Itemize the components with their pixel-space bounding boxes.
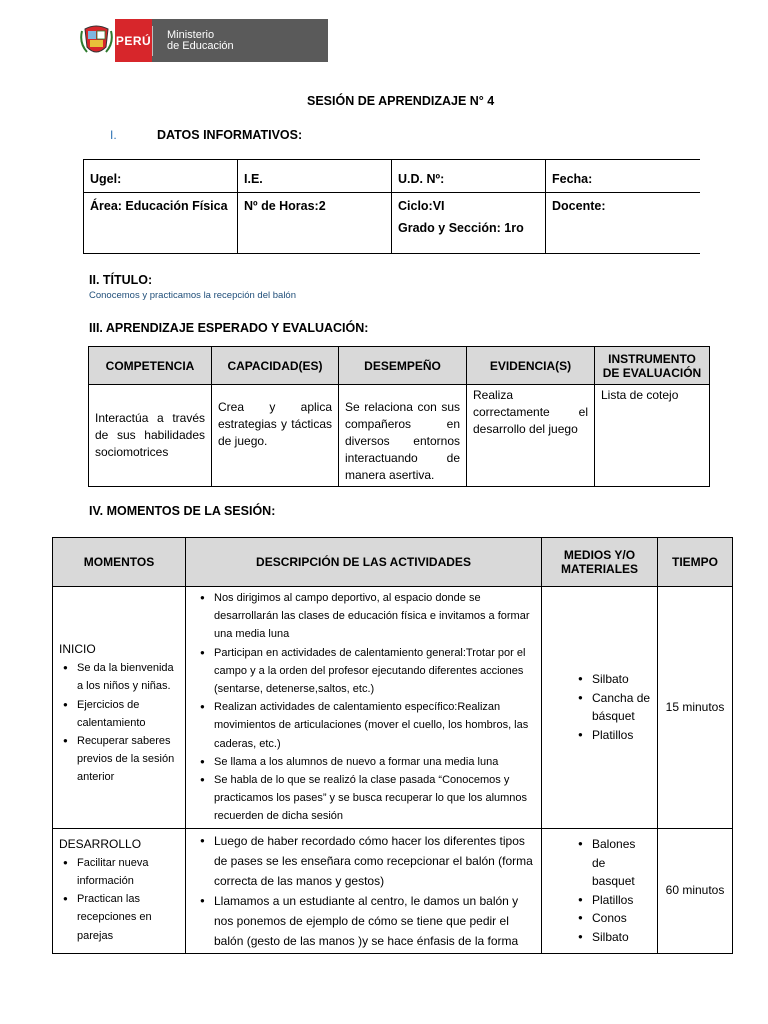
info-fecha: Fecha:	[546, 160, 701, 193]
header-momentos: MOMENTOS	[53, 538, 186, 587]
info-horas: Nº de Horas:2	[238, 193, 392, 254]
evidencia-value: Realiza correctamente el desarrollo del juego	[467, 385, 595, 487]
moment-name: INICIO	[59, 642, 96, 656]
table-row	[53, 828, 733, 953]
moment-inicio	[53, 587, 186, 829]
list-item: ● Balones de basquet	[592, 835, 651, 891]
moment-desarrollo	[53, 828, 186, 953]
header-instrumento: INSTRUMENTO DE EVALUACIÓN	[595, 347, 710, 385]
header-tiempo: TIEMPO	[658, 538, 733, 587]
list-item: ● Recuperar saberes previos de la sesión anterior	[77, 732, 179, 787]
time-desarrollo: 60 minutos	[658, 828, 733, 953]
list-item: ● Nos dirigimos al campo deportivo, al espacio donde se desarrollarán las clases de educación física e invitamos a formar una media luna	[214, 589, 535, 644]
document-title: SESIÓN DE APRENDIZAJE N° 4	[307, 94, 495, 108]
section4-heading: IV. MOMENTOS DE LA SESIÓN:	[89, 504, 276, 518]
list-item: ● Se da la bienvenida a los niños y niñas.	[77, 659, 179, 695]
section1-number: I.	[110, 128, 117, 142]
desempeno-value: Se relaciona con sus compañeros en diversos entornos interactuando de manera asertiva.	[339, 385, 467, 487]
peru-flag-block: PERÚ	[115, 19, 152, 62]
list-item: ● Cancha de básquet	[592, 689, 651, 726]
activities-desarrollo	[186, 828, 542, 953]
list-item: ● Se llama a los alumnos de nuevo a formar una media luna	[214, 753, 535, 771]
list-item: ● Conos	[592, 909, 651, 928]
section3-heading: III. APRENDIZAJE ESPERADO Y EVALUACIÓN:	[89, 321, 369, 335]
section1-heading: DATOS INFORMATIVOS:	[157, 128, 303, 142]
learning-table	[88, 346, 710, 487]
list-item: ● Luego de haber recordado cómo hacer los diferentes tipos de pases se les enseñara como recepcionar el balón (forma correcta de las manos y gestos)	[214, 831, 535, 891]
info-docente: Docente:	[546, 193, 701, 254]
header-descripcion: DESCRIPCIÓN DE LAS ACTIVIDADES	[186, 538, 542, 587]
header-competencia: COMPETENCIA	[89, 347, 212, 385]
header-materiales: MEDIOS Y/O MATERIALES	[542, 538, 658, 587]
materials-desarrollo	[542, 828, 658, 953]
capacidad-value: Crea y aplica estrategias y tácticas de juego.	[212, 385, 339, 487]
info-grado: Grado y Sección: 1ro	[398, 221, 524, 235]
ministry-line1: Ministerio	[167, 28, 215, 41]
list-item: ● Silbato	[592, 928, 651, 947]
moments-table	[52, 537, 733, 954]
header-evidencia: EVIDENCIA(S)	[467, 347, 595, 385]
materials-inicio	[542, 587, 658, 829]
list-item: ● Se habla de lo que se realizó la clase pasada “Conocemos y practicamos los pases” y se busca recuperar lo que los alumnos recuerden de dicha sesión	[214, 771, 535, 826]
info-ud: U.D. Nº:	[392, 160, 546, 193]
ministry-line2: de Educación	[167, 39, 234, 52]
list-item: ● Llamamos a un estudiante al centro, le damos un balón y nos ponemos de ejemplo de cómo se tiene que pedir el balón (gesto de las manos )y se hace énfasis de la forma	[214, 891, 535, 951]
info-area: Área: Educación Física	[84, 193, 238, 254]
ministry-logo	[78, 19, 328, 62]
list-item: ● Ejercicios de calentamiento	[77, 696, 179, 732]
instrumento-value: Lista de cotejo	[595, 385, 710, 487]
info-ciclo: Ciclo:VI	[398, 199, 445, 213]
info-ciclo-cell	[392, 193, 546, 254]
header-desempeno: DESEMPEÑO	[339, 347, 467, 385]
moment-name: DESARROLLO	[59, 836, 142, 851]
info-ugel: Ugel:	[84, 160, 238, 193]
coat-of-arms-icon	[78, 19, 115, 62]
list-item: ● Realizan actividades de calentamiento específico:Realizan movimientos de articulaciones (mover el cuello, los hombros, las caderas, etc.)	[214, 698, 535, 753]
list-item: ● Platillos	[592, 726, 651, 745]
ministry-name	[153, 19, 328, 62]
time-inicio: 15 minutos	[658, 587, 733, 829]
info-ie: I.E.	[238, 160, 392, 193]
section2-heading: II. TÍTULO:	[89, 273, 153, 287]
list-item: ● Practican las recepciones en parejas	[77, 890, 179, 945]
activities-inicio	[186, 587, 542, 829]
info-table	[83, 159, 700, 254]
list-item: ● Platillos	[592, 891, 651, 910]
list-item: ● Participan en actividades de calentamiento general:Trotar por el campo y a la orden del profesor ejecutando diferentes acciones (sentarse, detenerse,saltos, etc.)	[214, 644, 535, 699]
table-row	[53, 587, 733, 829]
list-item: ● Facilitar nueva información	[77, 854, 179, 890]
session-title: Conocemos y practicamos la recepción del balón	[89, 290, 296, 301]
list-item: ● Silbato	[592, 670, 651, 689]
competencia-value: Interactúa a través de sus habilidades sociomotrices	[89, 385, 212, 487]
header-capacidad: CAPACIDAD(ES)	[212, 347, 339, 385]
